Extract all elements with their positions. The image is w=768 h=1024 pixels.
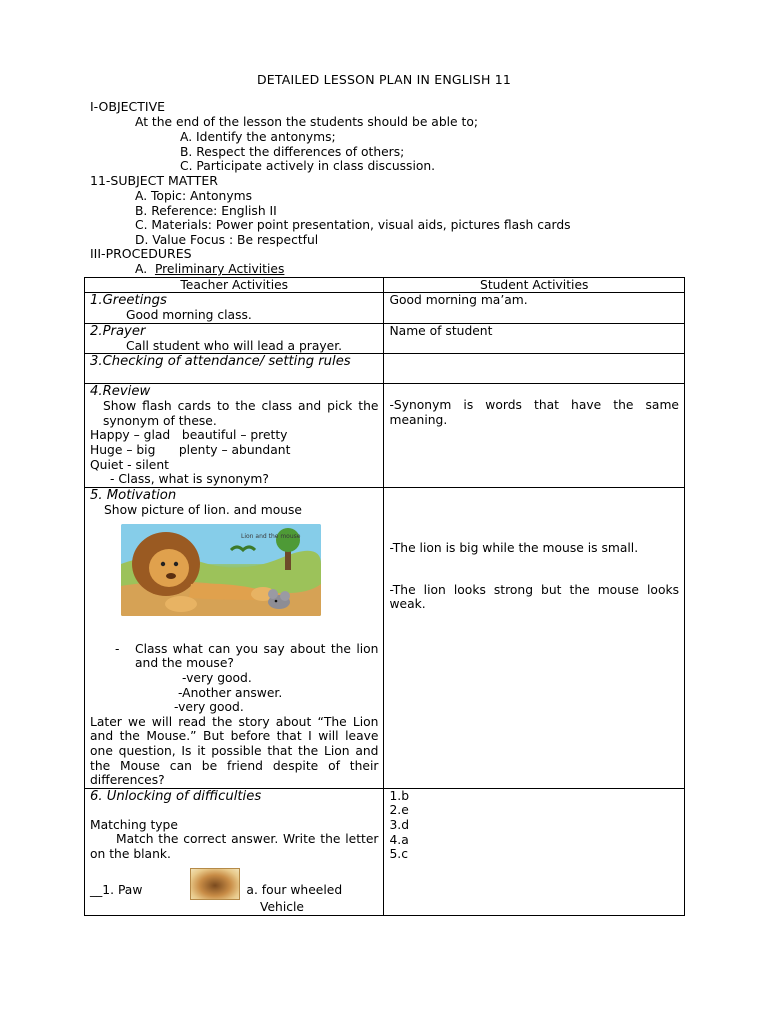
motivation-student-cell [384,488,685,789]
review-title: 4.Review [90,384,151,400]
motivation-student-answer-1: -The lion is big while the mouse is small. [389,541,639,556]
lion-and-mouse-picture [121,524,321,616]
table-row-review [85,384,685,488]
objective-item-c: C. Participate actively in class discussion. [180,159,436,173]
objective-item-b: B. Respect the differences of others; [180,145,405,159]
lion-and-mouse-illustration [121,524,321,616]
bullet-dash: - [115,641,120,656]
attendance-student-cell [384,354,685,384]
answer-3: 3.d [389,817,410,832]
motivation-teacher-cell [85,488,384,789]
motivation-question-item [90,642,378,671]
review-teacher-intro: Show flash cards to the class and pick the synonym of these. [103,399,379,428]
answer-5: 5.c [389,847,408,862]
subject-matter-item-c: C. Materials: Power point presentation, visual aids, pictures flash cards [135,218,571,232]
motivation-title: 5. Motivation [90,488,177,504]
unlocking-type: Matching type [90,817,178,832]
unlocking-student-cell [384,788,685,915]
table-row-motivation [85,488,685,789]
picture-caption: Lion and the mouse [241,532,301,540]
answer-2: 2.e [389,803,409,818]
review-teacher-cell [85,384,384,488]
objective-item-a: A. Identify the antonyms; [180,130,336,144]
prayer-teacher-text: Call student who will lead a prayer. [126,338,343,353]
subject-matter-item-b: B. Reference: English II [135,204,277,218]
answer-4: 4.a [389,832,409,847]
motivation-question: Class what can you say about the lion and the mouse? [135,641,379,671]
review-student-cell [384,384,685,488]
review-question: - Class, what is synonym? [110,472,269,487]
prayer-student-text: Name of student [389,323,493,338]
document-title: DETAILED LESSON PLAN IN ENGLISH 11 [256,72,512,87]
matching-item-label: __1. Paw [90,882,143,897]
choice-a: a. four wheeled [246,882,343,897]
greetings-student-text: Good morning ma’am. [389,293,528,307]
paw-picture [190,868,240,900]
review-pair-1: Happy – glad beautiful – pretty [90,428,288,443]
table-row-attendance [85,354,685,384]
motivation-student-answer-2: -The lion looks strong but the mouse looks weak. [389,582,679,612]
prayer-title: 2.Prayer [90,323,146,339]
answer-1: 1.b [389,788,410,803]
greetings-teacher-cell [85,293,384,324]
table-row-prayer [85,323,685,354]
review-pair-3: Quiet - silent [90,457,169,472]
greetings-teacher-text: Good morning class. [126,308,252,322]
greetings-student-cell [384,293,685,324]
unlocking-title: 6. Unlocking of difficulties [90,788,262,804]
attendance-title: 3.Checking of attendance/ setting rules [90,354,351,370]
review-pair-2: Huge – big plenty – abundant [90,442,291,457]
motivation-response-3: -very good. [174,700,244,715]
motivation-story: Later we will read the story about “The Lion and the Mouse.” But before that I will leave one question, Is it possible that the Lion and the Mouse can be friend despite of their differences? [90,714,379,788]
procedures-heading: III-PROCEDURES [90,246,192,261]
choice-a-continued: Vehicle [260,899,304,914]
table-row-unlocking [85,788,685,915]
prayer-teacher-cell [85,323,384,354]
preliminary-letter: A. [135,262,148,276]
preliminary-title: Preliminary Activities [154,262,285,276]
motivation-response-1: -very good. [182,670,252,685]
activities-table [84,277,685,916]
subject-matter-item-a: A. Topic: Antonyms [135,189,252,203]
subject-matter-heading: 11-SUBJECT MATTER [90,173,218,188]
motivation-response-2: -Another answer. [178,685,283,700]
motivation-teacher-intro: Show picture of lion. and mouse [104,503,302,518]
review-student-text: -Synonym is words that have the same meaning. [389,398,679,427]
prayer-student-cell [384,323,685,354]
greetings-title: 1.Greetings [90,293,167,308]
preliminary-activities-heading [135,262,284,277]
student-activities-header: Student Activities [384,278,685,293]
objective-heading: I-OBJECTIVE [90,99,166,114]
table-header-row [85,278,685,293]
table-row-greetings [85,293,685,324]
attendance-teacher-cell [85,354,384,384]
objective-intro: At the end of the lesson the students should be able to; [135,115,479,129]
unlocking-instruction: Match the correct answer. Write the letter on the blank. [90,832,379,861]
teacher-activities-header: Teacher Activities [85,278,384,293]
matching-item-1 [90,868,378,900]
subject-matter-item-d: D. Value Focus : Be respectful [135,233,319,247]
unlocking-teacher-cell [85,788,384,915]
